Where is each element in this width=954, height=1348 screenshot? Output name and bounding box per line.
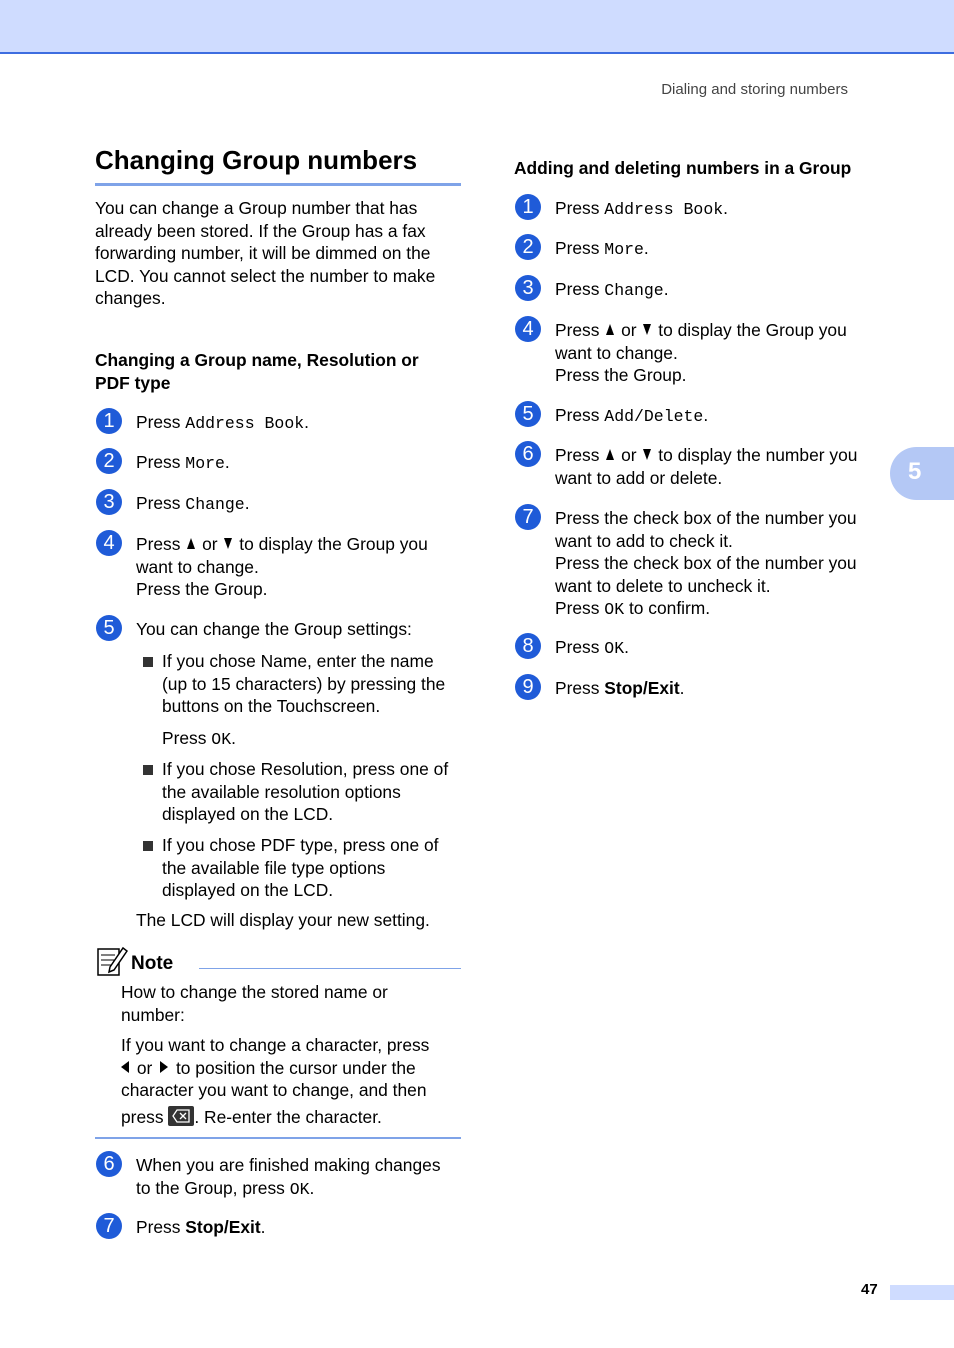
backspace-key-icon <box>168 1106 194 1126</box>
lcd-button-label: OK <box>604 639 625 658</box>
lcd-button-label: Add/Delete <box>604 407 704 426</box>
step-number: 1 <box>96 408 122 434</box>
key-label: Stop/Exit <box>185 1217 261 1237</box>
page-number: 47 <box>861 1281 878 1298</box>
step-number: 6 <box>96 1151 122 1177</box>
step-number: 8 <box>515 633 541 659</box>
page-title: Changing Group numbers <box>95 145 461 186</box>
intro-line: forwarding number, it will be dimmed on the <box>95 243 431 263</box>
step-number: 3 <box>515 275 541 301</box>
step-number: 5 <box>515 401 541 427</box>
bullet-square <box>143 841 153 851</box>
step-text: Press the check box of the number you want to add to check it. Press the check box of the number you want to delete to uncheck it. Press OK to confirm. <box>555 508 857 619</box>
step-text: You can change the Group settings: <box>136 619 412 639</box>
step-text: Press or to display the Group you want to change. Press the Group. <box>136 534 428 599</box>
step-text: Press Change. <box>136 493 250 514</box>
note-paragraph-1: How to change the stored name or number: <box>121 982 388 1025</box>
step-number: 5 <box>96 615 122 641</box>
up-arrow-icon <box>187 538 195 549</box>
lcd-button-label: More <box>185 454 225 473</box>
lcd-button-label: OK <box>211 729 232 749</box>
heading-line: Changing a Group name, Resolution or <box>95 350 419 370</box>
step-text: Press More. <box>555 238 649 259</box>
step-text: Press Add/Delete. <box>555 405 709 426</box>
step-number: 7 <box>515 504 541 530</box>
note-divider <box>199 968 461 969</box>
note-icon <box>96 945 128 977</box>
step-number: 7 <box>96 1213 122 1239</box>
step-number: 4 <box>96 530 122 556</box>
lcd-button-label: Address Book <box>604 200 724 219</box>
step-number: 1 <box>515 194 541 220</box>
step-text: Press Change. <box>555 279 669 300</box>
step-text: Press Address Book. <box>555 198 728 219</box>
note-end-divider <box>95 1137 461 1139</box>
lcd-button-label: Change <box>604 281 664 300</box>
bullet-name: If you chose Name, enter the name (up to 15 characters) by pressing the buttons on the Touchscreen. Press OK. <box>162 650 462 751</box>
note-title: Note <box>131 953 174 974</box>
intro-line: changes. <box>95 288 166 308</box>
step-number: 2 <box>515 234 541 260</box>
section1-heading <box>95 349 419 394</box>
key-label: Stop/Exit <box>604 678 680 698</box>
up-arrow-icon <box>606 324 614 335</box>
right-arrow-icon <box>160 1061 168 1073</box>
lcd-button-label: Address Book <box>185 414 305 433</box>
bullet-pdf-type: If you chose PDF type, press one of the available file type options displayed on the LCD. <box>162 834 462 902</box>
lcd-button-label: OK <box>604 600 625 619</box>
lcd-button-label: OK <box>289 1179 310 1199</box>
step-number: 2 <box>96 448 122 474</box>
up-arrow-icon <box>606 449 614 460</box>
step-number: 4 <box>515 316 541 342</box>
step-number: 6 <box>515 441 541 467</box>
chapter-number: 5 <box>908 458 922 485</box>
step-text: Press More. <box>136 452 230 473</box>
down-arrow-icon <box>643 449 651 460</box>
down-arrow-icon <box>643 324 651 335</box>
note-paragraph-2: If you want to change a character, press or to position the cursor under the character you want to change, and then press . Re-enter the character. <box>121 1035 430 1127</box>
running-header: Dialing and storing numbers <box>661 81 848 98</box>
lcd-button-label: Change <box>185 495 245 514</box>
intro-line: You can change a Group number that has <box>95 198 418 218</box>
page-number-bar <box>890 1285 954 1300</box>
lcd-button-label: More <box>604 240 644 259</box>
chapter-tab <box>890 447 954 500</box>
bullet-square <box>143 765 153 775</box>
bullet-square <box>143 657 153 667</box>
step-text: When you are finished making changes to the Group, press OK. <box>136 1155 441 1199</box>
step-text: Press Address Book. <box>136 412 309 433</box>
step-number: 9 <box>515 674 541 700</box>
top-band <box>0 0 954 54</box>
step-text: Press Stop/Exit. <box>136 1217 266 1237</box>
step-text: Press OK. <box>555 637 629 658</box>
left-arrow-icon <box>121 1061 129 1073</box>
step-number: 3 <box>96 489 122 515</box>
bullet-resolution: If you chose Resolution, press one of the available resolution options displayed on the LCD. <box>162 758 462 826</box>
intro-paragraph <box>95 197 435 310</box>
step-text: Press or to display the Group you want to change. Press the Group. <box>555 320 847 385</box>
lcd-display-note: The LCD will display your new setting. <box>136 910 430 930</box>
step-text: Press Stop/Exit. <box>555 678 685 698</box>
intro-line: LCD. You cannot select the number to make <box>95 265 436 286</box>
heading-line: PDF type <box>95 372 171 393</box>
intro-line: already been stored. If the Group has a fax <box>95 220 426 241</box>
down-arrow-icon <box>224 538 232 549</box>
section2-heading: Adding and deleting numbers in a Group <box>514 158 852 178</box>
step-text: Press or to display the number you want to add or delete. <box>555 445 858 488</box>
